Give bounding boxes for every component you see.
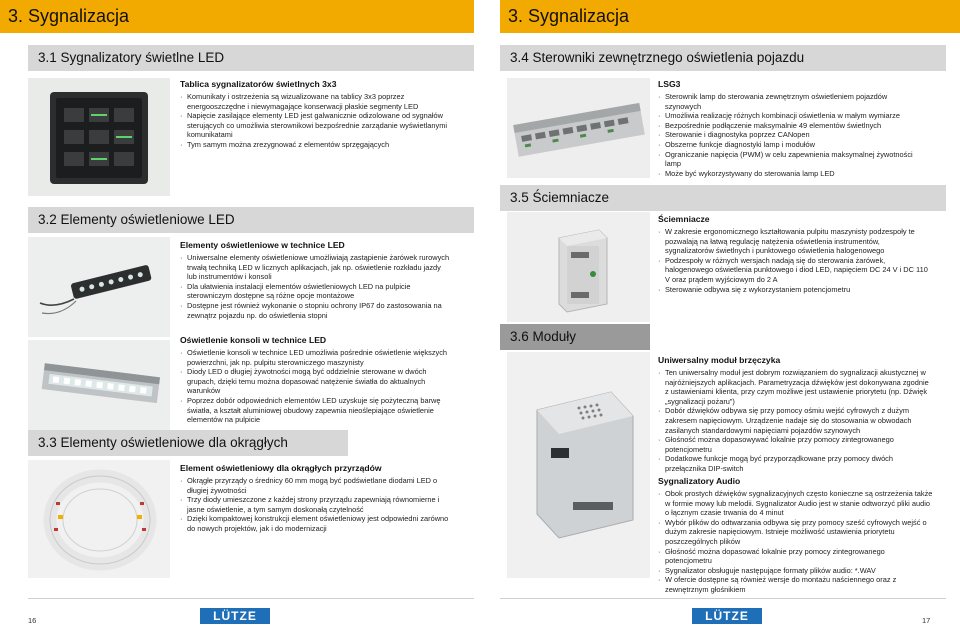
list-item: · Ograniczanie napięcia (PWM) w celu zapewnienia maksymalnej żywotności lamp (658, 150, 923, 169)
list-item: · Diody LED o długiej żywotności mogą być oddzielnie sterowane w dwóch grupach, dzięki temu można dopasować natężenie światła do aktualnych warunków (180, 367, 452, 396)
list-item: · Dobór dźwięków odbywa się przy pomocy ośmiu wejść cyfrowych z dużym zakresem napięciowym. Urządzenie nadaje się do stosowania w obwodach zasilanych standardowymi napięciami pojazdów szynowych (658, 406, 933, 435)
section-36-block1 (658, 355, 933, 474)
list-item: · Bezpośrednie podłączenie maksymalnie 49 elementów świetlnych (658, 121, 923, 131)
section-32-block1 (180, 240, 452, 320)
right-page-number: 17 (922, 616, 931, 625)
left-page-number: 16 (28, 616, 37, 625)
list-item: · Sygnalizator obsługuje następujące formaty plików audio: *.WAV (658, 566, 933, 576)
signal-panel-3x3-image (28, 78, 170, 196)
section-31-text (180, 79, 452, 150)
list-item: · Napięcie zasilające elementy LED jest galwanicznie odizolowane od sygnałów sterujących co umożliwia sterownikowi bezpośrednie zarządanie wyświetlanymi komunikatami (180, 111, 452, 140)
list-item: · Poprzez dobór odpowiednich elementów LED uzyskuje się pożyteczną barwę światła, a kształt aluminiowej obudowy zapewnia nieoślepiające oświetlenie elementów na pulpicie (180, 396, 452, 425)
list-item: · Tym samym można zrezygnować z elementów sprzęgających (180, 140, 452, 150)
list-item: · Sterowanie i diagnostyka poprzez CANopen (658, 130, 923, 140)
list-item: · Podzespoły w różnych wersjach nadają się do sterowania żarówek, halogenowego oświetlenia punktowego i diod LED, napięciem DC 24 V i DC 110 V oraz prądem wyjściowym do 2 A (658, 256, 928, 285)
list-item: · Trzy diody umieszczone z każdej strony przyrządu zapewniają równomierne i jasne oświetlenie, a tym samym doskonałą czytelność (180, 495, 452, 514)
section-36-heading-1: Uniwersalny moduł brzęczyka (658, 355, 781, 365)
left-chapter-header: 3. Sygnalizacja (0, 0, 474, 33)
section-36-title-bar: 3.6 Moduły (500, 324, 650, 350)
list-item: · Może być wykorzystywany do sterowania lamp LED (658, 169, 923, 179)
section-33-heading: Element oświetleniowy dla okrągłych przyrządów (180, 463, 382, 473)
left-footer-rule (28, 598, 474, 599)
list-item: · Oświetlenie konsoli w technice LED umożliwia pośrednie oświetlenie większych powierzchni, jak np. pulpitu sterowniczego maszynisty (180, 348, 452, 367)
list-item: · Komunikaty i ostrzeżenia są wizualizowane na tablicy 3x3 poprzez energooszczędne i niewymagające konserwacji płaskie segmenty LED (180, 92, 452, 111)
list-item: · Ten uniwersalny moduł jest dobrym rozwiązaniem do sygnalizacji akustycznej w najróżniejszych aplikacjach. Parametryzacja dźwięków jest dokonywana zgodnie z ustawieniami klienta, przy czym możliwe jest ustawienie priorytetu (np. Dźwięk „sygnalizacji pożaru”) (658, 368, 933, 406)
section-34-text (658, 79, 923, 178)
list-item: · Sterownik lamp do sterowania zewnętrznym oświetleniem pojazdów szynowych (658, 92, 923, 111)
right-footer-rule (500, 598, 946, 599)
right-chapter-header: 3. Sygnalizacja (500, 0, 960, 33)
list-item: · W ofercie dostępne są również wersje do montażu naściennego oraz z zewnętrznym głośnikiem (658, 575, 933, 594)
list-item: · Obok prostych dźwięków sygnalizacyjnych często konieczne są ostrzeżenia także w formie mowy lub melodii. Sygnalizator Audio jest w stanie odtworzyć pliki audio o łącznym czasie trwania do 4 minut (658, 489, 933, 518)
list-item: · Dodatkowe funkcje mogą być przyporządkowane przy pomocy dwóch przełącznika DIP-switch (658, 454, 933, 473)
list-item: · Głośność można dopasować lokalnie przy pomocy zintegrowanego potencjometru (658, 547, 933, 566)
section-32-heading-1: Elementy oświetleniowe w technice LED (180, 240, 345, 250)
list-item: · Wybór plików do odtwarzania odbywa się przy pomocy sześć cyfrowych wejść o dużym zakresie napięciowym. Istnieje możliwość ustawienia priorytetu poszczególnych plików (658, 518, 933, 547)
led-element-image (28, 237, 170, 337)
section-36-heading-2: Sygnalizatory Audio (658, 476, 741, 486)
section-36-block2 (658, 476, 933, 595)
right-lutze-logo (692, 608, 762, 629)
list-item: · Dla ułatwienia instalacji elementów oświetleniowych LED na pulpicie sterowniczym dostępne są różne opcje montażowe (180, 282, 452, 301)
lsg3-controller-image (507, 78, 650, 178)
list-item: · W zakresie ergonomicznego kształtowania pulpitu maszynisty podzespoły te pozwalają na łatwą regulację natężenia oświetlenia instrumentów, sygnalizatorów świetlnych i punktowego oświetlenia halogenowego (658, 227, 928, 256)
list-item: · Dzięki kompaktowej konstrukcji element oświetleniowy jest odpowiedni zarówno do nowych projektów, jak i do modernizacji (180, 514, 452, 533)
list-item: · Głośność można dopasowywać lokalnie przy pomocy zintegrowanego potencjometru (658, 435, 933, 454)
section-33-text (180, 463, 452, 534)
section-31-heading: Tablica sygnalizatorów świetlnych 3x3 (180, 79, 337, 89)
section-32-title-bar: 3.2 Elementy oświetleniowe LED (28, 207, 474, 233)
list-item: · Sterowanie odbywa się z wykorzystaniem potencjometru (658, 285, 928, 295)
section-35-heading: Ściemniacze (658, 214, 710, 224)
section-32-block2 (180, 335, 452, 425)
logo-text: LÜTZE (705, 609, 749, 623)
list-item: · Uniwersalne elementy oświetleniowe umożliwiają zastąpienie żarówek rurowych trwałą techniką LED w licznych aplikacjach, jak np. oświetlenie rozkładu jazdy lub instrumentów i konsoli (180, 253, 452, 282)
list-item: · Umożliwia realizację różnych kombinacji oświetlenia w małym wymiarze (658, 111, 923, 121)
section-32-heading-2: Oświetlenie konsoli w technice LED (180, 335, 327, 345)
buzzer-module-image (507, 352, 650, 578)
list-item: · Obszerne funkcje diagnostyki lamp i modułów (658, 140, 923, 150)
logo-text: LÜTZE (213, 609, 257, 623)
section-35-title-bar: 3.5 Ściemniacze (500, 185, 946, 211)
section-35-text (658, 214, 928, 294)
section-31-title-bar: 3.1 Sygnalizatory świetlne LED (28, 45, 474, 71)
section-33-title-bar: 3.3 Elementy oświetleniowe dla okrągłych (28, 430, 348, 456)
ring-light-image (28, 460, 170, 578)
list-item: · Okrągłe przyrządy o średnicy 60 mm mogą być podświetlane diodami LED o długiej żywotności (180, 476, 452, 495)
left-lutze-logo (200, 608, 270, 629)
list-item: · Dostępne jest również wykonanie o stopniu ochrony IP67 do zastosowania na zewnątrz pojazdu np. do oświetlenia stopni (180, 301, 452, 320)
console-light-image (28, 340, 170, 440)
section-34-title-bar: 3.4 Sterowniki zewnętrznego oświetlenia pojazdu (500, 45, 946, 71)
dimmer-image (507, 212, 650, 322)
section-34-heading: LSG3 (658, 79, 681, 89)
